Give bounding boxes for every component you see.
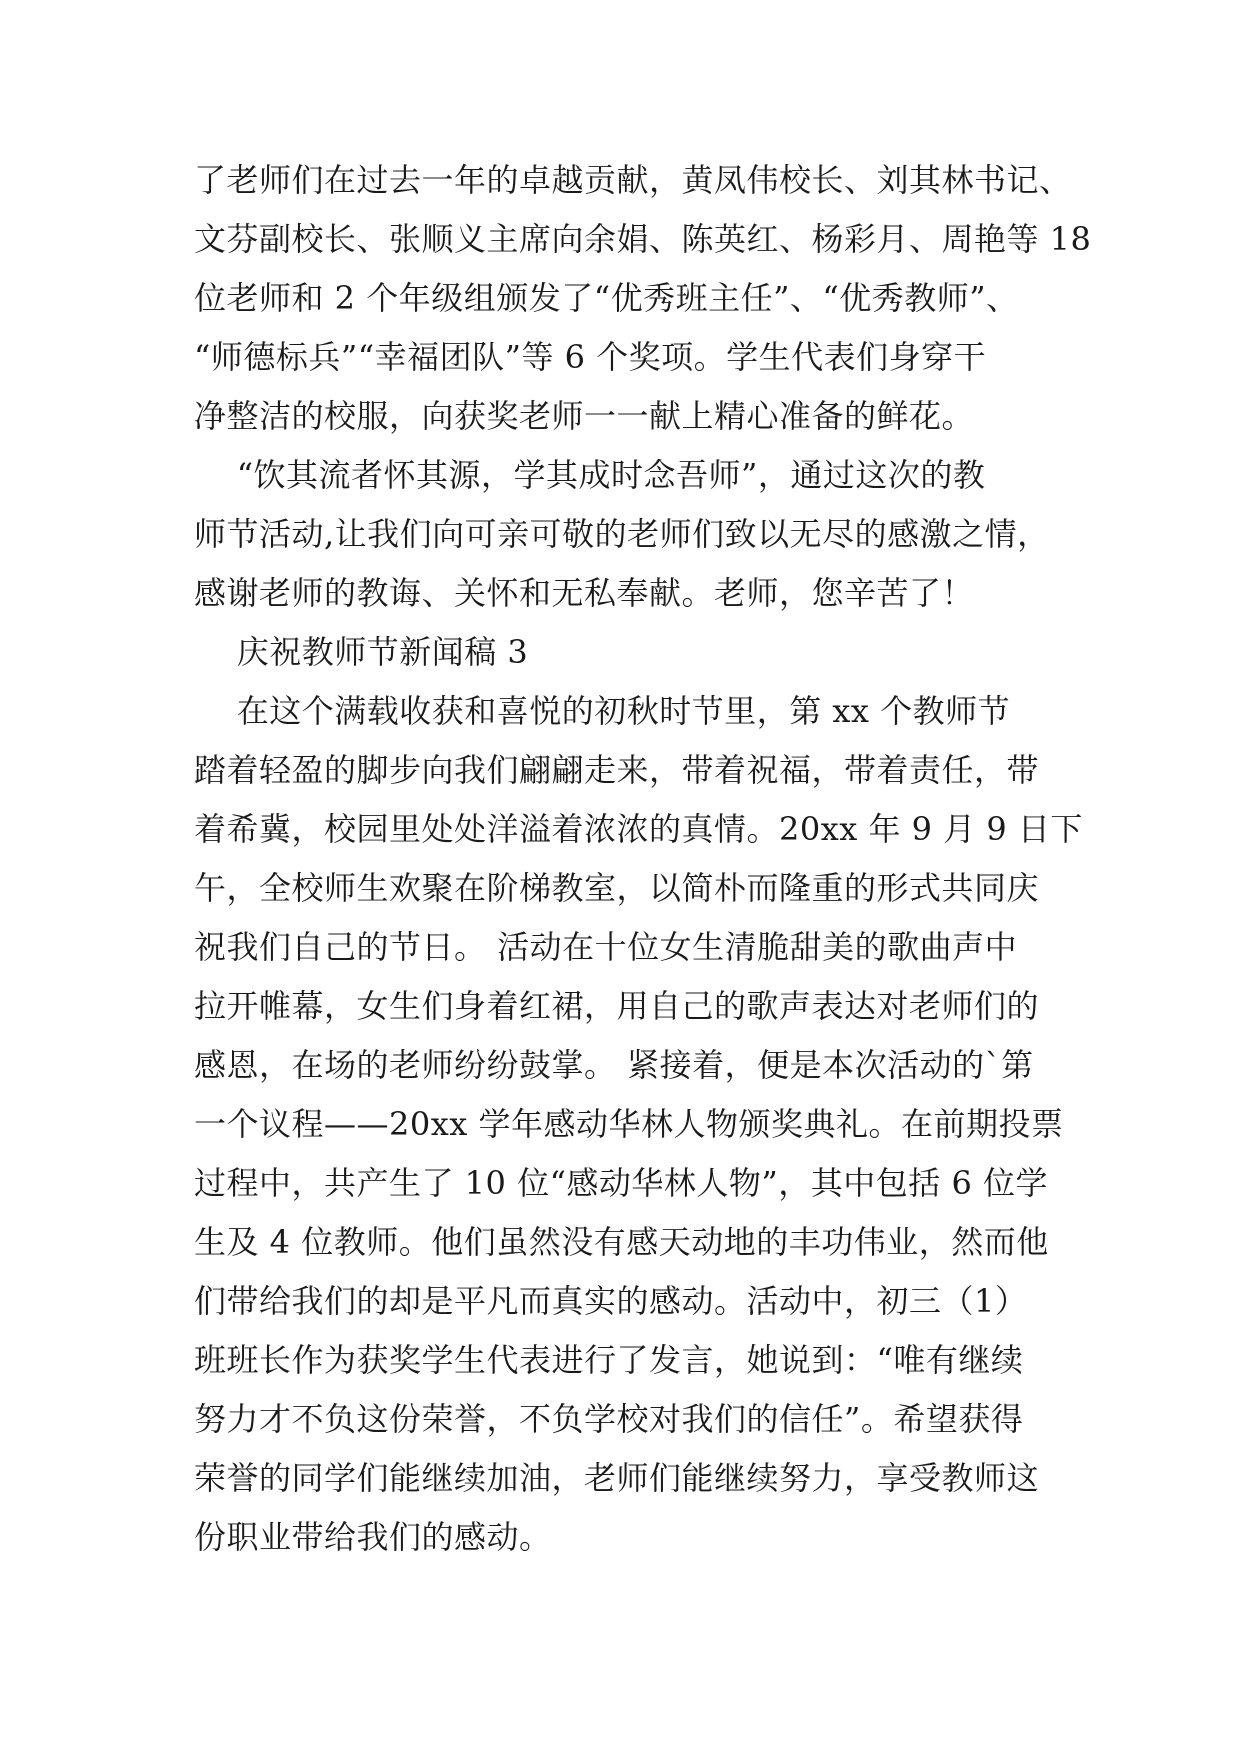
text-line: 踏着轻盈的脚步向我们翩翩走来，带着祝福，带着责任，带	[194, 751, 1040, 789]
text-line: 了老师们在过去一年的卓越贡献，黄凤伟校长、刘其林书记、	[194, 161, 1072, 199]
text-line: 份职业带给我们的感动。	[194, 1518, 552, 1556]
text-line: 一个议程——20xx 学年感动华林人物颁奖典礼。在前期投票	[194, 1105, 1064, 1143]
text-line: 净整洁的校服，向获奖老师一一献上精心准备的鲜花。	[194, 397, 975, 435]
text-line: 感恩，在场的老师纷纷鼓掌。 紧接着，便是本次活动的`第	[194, 1046, 1034, 1084]
text-line: 感谢老师的教诲、关怀和无私奉献。老师，您辛苦了！	[194, 574, 975, 612]
section-heading: 庆祝教师节新闻稿 3	[194, 633, 529, 671]
text-line: 午，全校师生欢聚在阶梯教室，以简朴而隆重的形式共同庆	[194, 869, 1040, 907]
text-line: “师德标兵”“幸福团队”等 6 个奖项。学生代表们身穿干	[194, 338, 987, 376]
text-line: 在这个满载收获和喜悦的初秋时节里，第 xx 个教师节	[194, 692, 1011, 730]
text-line: 师节活动,让我们向可亲可敬的老师们致以无尽的感激之情，	[194, 515, 1050, 553]
text-line: 过程中，共产生了 10 位“感动华林人物”，其中包括 6 位学	[194, 1164, 1048, 1202]
text-line: 努力才不负这份荣誉，不负学校对我们的信任”。希望获得	[194, 1400, 1024, 1438]
text-line: 们带给我们的却是平凡而真实的感动。活动中，初三（1）	[194, 1282, 1028, 1320]
text-line: 荣誉的同学们能继续加油，老师们能继续努力，享受教师这	[194, 1459, 1040, 1497]
text-line: 祝我们自己的节日。 活动在十位女生清脆甜美的歌曲声中	[194, 928, 1018, 966]
document-page	[194, 160, 1092, 1580]
text-line: “饮其流者怀其源，学其成时念吾师”，通过这次的教	[194, 456, 986, 494]
text-line: 着希冀，校园里处处洋溢着浓浓的真情。20xx 年 9 月 9 日下	[194, 810, 1083, 848]
text-line: 位老师和 2 个年级组颁发了“优秀班主任”、“优秀教师”、	[194, 279, 1019, 317]
text-line: 拉开帷幕，女生们身着红裙，用自己的歌声表达对老师们的	[194, 987, 1040, 1025]
text-line: 生及 4 位教师。他们虽然没有感天动地的丰功伟业，然而他	[194, 1223, 1049, 1261]
text-line: 班班长作为获奖学生代表进行了发言，她说到：“唯有继续	[194, 1341, 1024, 1379]
text-line: 文芬副校长、张顺义主席向余娟、陈英红、杨彩月、周艳等 18	[194, 220, 1092, 258]
